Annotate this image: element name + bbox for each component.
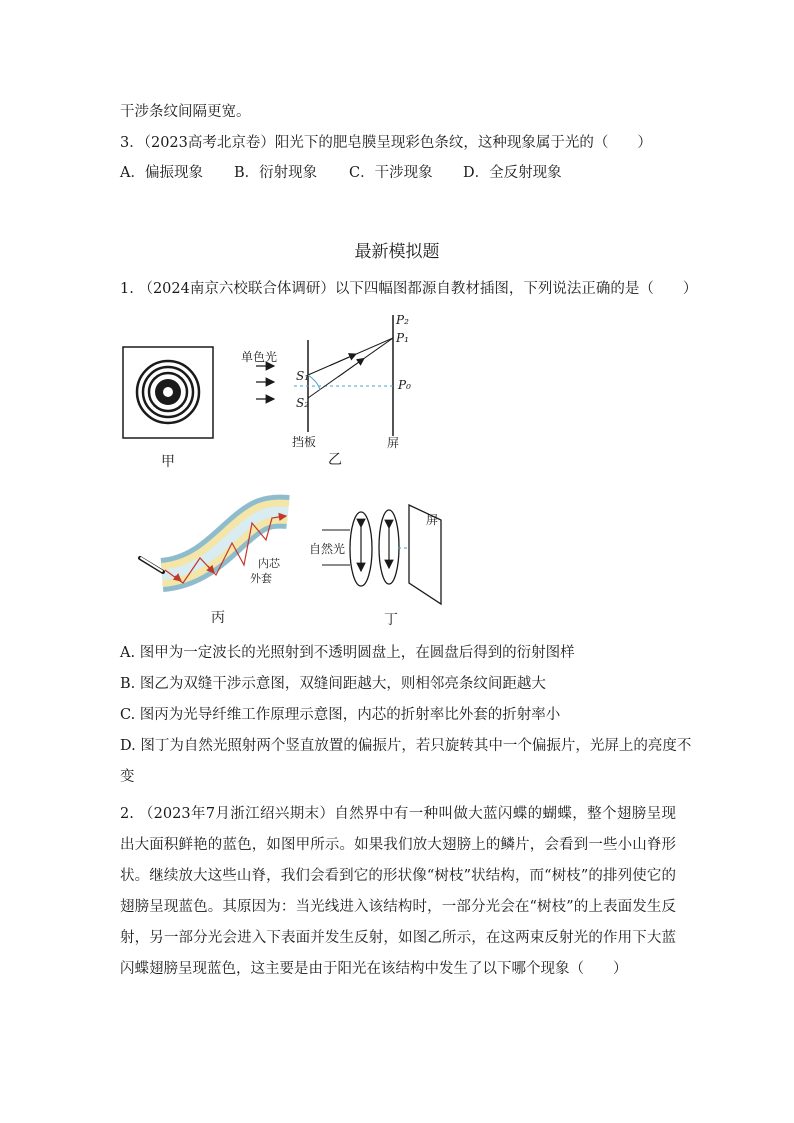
question-3-option-d: D．全反射现象 bbox=[463, 165, 562, 181]
figure-yi-slit2: S₂ bbox=[296, 396, 310, 410]
figure-ding-caption: 丁 bbox=[384, 612, 398, 628]
figure-yi-barrier-label: 挡板 bbox=[292, 435, 317, 449]
section-title: 最新模拟题 bbox=[354, 242, 440, 262]
figure-ding-screen-label: 屏 bbox=[426, 513, 439, 527]
figure-ding-natural-light-label: 自然光 bbox=[309, 542, 346, 556]
sim-question-1-stem: 1. （2024南京六校联合体调研）以下四幅图都源自教材插图，下列说法正确的是（ ） bbox=[120, 281, 698, 297]
sim-question-1-option-b: B. 图乙为双缝干涉示意图，双缝间距越大，则相邻亮条纹间距越大 bbox=[120, 676, 546, 692]
figure-yi-screen-label: 屏 bbox=[387, 436, 400, 450]
figure-bing-cladding-label: 外套 bbox=[250, 572, 272, 585]
sim-question-1-option-c: C. 图丙为光导纤维工作原理示意图，内芯的折射率比外套的折射率小 bbox=[120, 707, 561, 723]
sim-question-1-option-a: A. 图甲为一定波长的光照射到不透明圆盘上，在圆盘后得到的衍射图样 bbox=[120, 645, 575, 661]
figure-yi-p2: P₂ bbox=[396, 313, 409, 327]
sim-question-1-option-d: D. 图丁为自然光照射两个竖直放置的偏振片，若只旋转其中一个偏振片，光屏上的亮度不 bbox=[120, 738, 692, 754]
figure-yi-p1: P₁ bbox=[396, 331, 409, 345]
question-3-option-b: B．衍射现象 bbox=[234, 165, 318, 181]
figure-yi-light-label: 单色光 bbox=[241, 350, 278, 364]
figure-yi-p0: P₀ bbox=[398, 378, 411, 392]
figure-bing-caption: 丙 bbox=[211, 610, 225, 626]
question-3-option-a: A．偏振现象 bbox=[120, 165, 203, 181]
question-3-option-c: C．干涉现象 bbox=[349, 165, 433, 181]
figure-yi-double-slit bbox=[256, 315, 393, 436]
question-3-stem: 3．（2023高考北京卷）阳光下的肥皂膜呈现彩色条纹，这种现象属于光的（ ） bbox=[120, 135, 652, 151]
figure-jia-diffraction-pattern bbox=[123, 347, 213, 438]
sim-question-2-text: 2. （2023年7月浙江绍兴期末）自然界中有一种叫做大蓝闪蝶的蝴蝶，整个翅膀呈现出大面积鲜艳的蓝色，如图甲所示。如果我们放大翅膀上的鳞片，会看到一些小山脊形状。继续放大这些山脊，我们会看到它的形状像“树枝”状结构，而“树枝”的排列使它的翅膀呈现蓝色。其原因为：当光线进入该结构时，一部分光会在“树枝”的上表面发生反射，另一部分光会进入下表面并发生反射，如图乙所示，在这两束反射光的作用下大蓝闪蝶翅膀呈现蓝色，这主要是由于阳光在该结构中发生了以下哪个现象（ ） bbox=[120, 806, 676, 977]
figure-jia-caption: 甲 bbox=[161, 454, 175, 470]
figure-bing-core-label: 内芯 bbox=[258, 557, 280, 570]
figure-yi-slit1: S₁ bbox=[296, 369, 310, 383]
previous-answer-tail: 干涉条纹间隔更宽。 bbox=[120, 104, 251, 120]
sim-question-1-option-d-cont: 变 bbox=[120, 769, 135, 785]
figure-yi-caption: 乙 bbox=[328, 452, 342, 468]
